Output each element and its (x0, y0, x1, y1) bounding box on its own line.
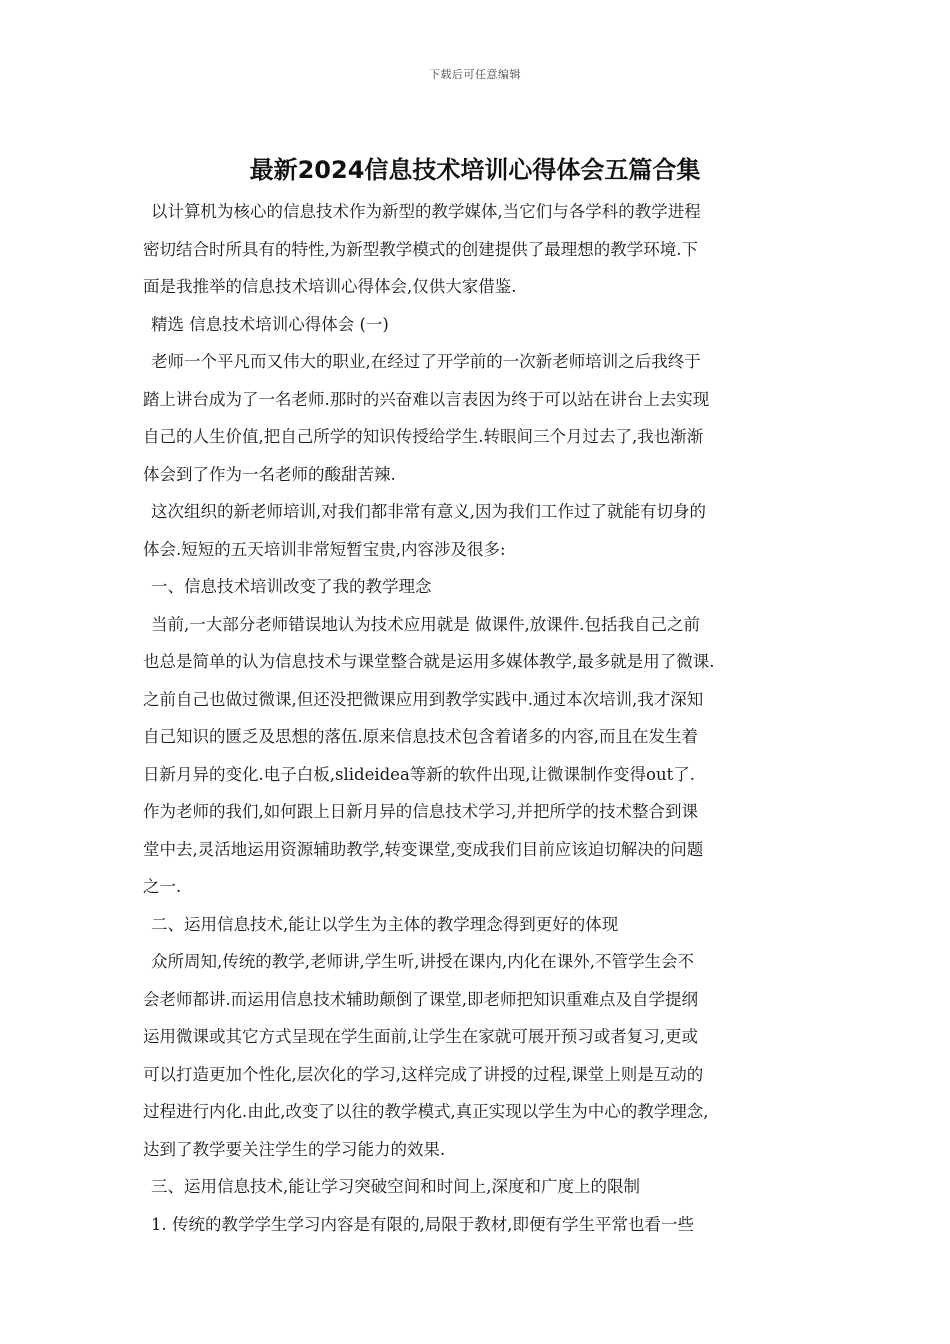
text-line: 过程进行内化.由此,改变了以往的教学模式,真正实现以学生为中心的教学理念, (143, 1102, 709, 1121)
text-line: 之一. (143, 877, 182, 896)
text-line: 可以打造更加个性化,层次化的学习,这样完成了讲授的过程,课堂上则是互动的 (143, 1064, 704, 1084)
text-line: 自己的人生价值,把自己所学的知识传授给学生.转眼间三个月过去了,我也渐渐 (143, 427, 704, 446)
text-line: 三、运用信息技术,能让学习突破空间和时间上,深度和广度上的限制 (151, 1177, 640, 1196)
text-line: 达到了教学要关注学生的学习能力的效果. (143, 1139, 446, 1159)
text-line: 当前,一大部分老师错误地认为技术应用就是 做课件,放课件.包括我自己之前 (151, 614, 700, 634)
text-line: 1. 传统的教学学生学习内容是有限的,局限于教材,即便有学生平常也看一些 (151, 1214, 694, 1234)
text-line: 作为老师的我们,如何跟上日新月异的信息技术学习,并把所学的技术整合到课 (143, 802, 698, 821)
document-title: 最新2024信息技术培训心得体会五篇合集 (249, 156, 701, 184)
text-line: 踏上讲台成为了一名老师.那时的兴奋难以言表因为终于可以站在讲台上去实现 (143, 389, 710, 409)
text-line: 体会到了作为一名老师的酸甜苦辣. (143, 464, 396, 484)
text-line: 会老师都讲.而运用信息技术辅助颠倒了课堂,即老师把知识重难点及自学提纲 (143, 989, 698, 1009)
text-line: 日新月异的变化.电子白板,slideidea等新的软件出现,让微课制作变得out了. (143, 764, 695, 784)
text-line: 以计算机为核心的信息技术作为新型的教学媒体,当它们与各学科的教学进程 (151, 202, 701, 221)
text-line: 密切结合时所具有的特性,为新型教学模式的创建提供了最理想的教学环境.下 (143, 239, 698, 259)
page-header: 下载后可任意编辑 (429, 68, 521, 81)
text-line: 体会.短短的五天培训非常短暂宝贵,内容涉及很多: (143, 539, 506, 559)
document-body (143, 193, 815, 1243)
text-line: 二、运用信息技术,能让以学生为主体的教学理念得到更好的体现 (151, 914, 619, 934)
text-line: 运用微课或其它方式呈现在学生面前,让学生在家就可展开预习或者复习,更或 (143, 1027, 698, 1046)
text-line: 堂中去,灵活地运用资源辅助教学,转变课堂,变成我们目前应该迫切解决的问题 (143, 839, 704, 859)
text-line: 之前自己也做过微课,但还没把微课应用到教学实践中.通过本次培训,我才深知 (143, 689, 704, 709)
text-line: 也总是简单的认为信息技术与课堂整合就是运用多媒体教学,最多就是用了微课. (143, 652, 715, 671)
text-line: 面是我推举的信息技术培训心得体会,仅供大家借鉴. (143, 277, 517, 296)
text-line: 自己知识的匮乏及思想的落伍.原来信息技术包含着诸多的内容,而且在发生着 (143, 727, 698, 746)
text-line: 老师一个平凡而又伟大的职业,在经过了开学前的一次新老师培训之后我终于 (151, 352, 701, 371)
text-line: 一、信息技术培训改变了我的教学理念 (151, 577, 432, 596)
text-line: 这次组织的新老师培训,对我们都非常有意义,因为我们工作过了就能有切身的 (151, 502, 706, 521)
text-line: 众所周知,传统的教学,老师讲,学生听,讲授在课内,内化在课外,不管学生会不 (151, 952, 694, 971)
text-line: 精选 信息技术培训心得体会 (一) (151, 314, 389, 334)
